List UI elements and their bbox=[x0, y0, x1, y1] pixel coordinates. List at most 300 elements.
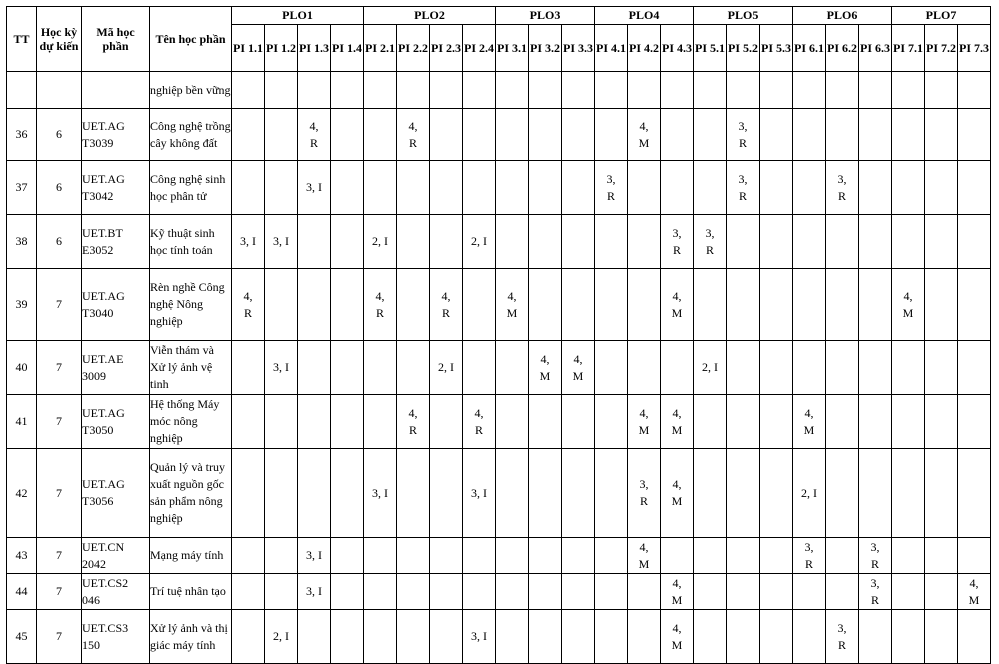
cell-pi-value bbox=[463, 215, 496, 269]
cell-pi-value bbox=[463, 341, 496, 395]
cell-pi-value bbox=[859, 72, 892, 109]
cell-pi-value bbox=[265, 72, 298, 109]
cell-pi-value bbox=[232, 610, 265, 664]
cell-pi-value-text: 4, R bbox=[309, 118, 319, 150]
cell-pi-value bbox=[595, 215, 628, 269]
cell-hoc-ky-text: 7 bbox=[56, 360, 62, 374]
cell-pi-value bbox=[859, 109, 892, 161]
cell-pi-value bbox=[760, 610, 793, 664]
cell-hoc-ky-text: 7 bbox=[56, 414, 62, 428]
cell-pi-value bbox=[892, 574, 925, 610]
header-plo-group: PLO7 bbox=[892, 7, 991, 25]
cell-pi-value bbox=[727, 574, 760, 610]
cell-hoc-ky-text: 7 bbox=[56, 548, 62, 562]
cell-pi-value-text: 3, R bbox=[606, 171, 616, 203]
header-pi: PI 1.2 bbox=[265, 25, 298, 72]
cell-pi-value bbox=[595, 610, 628, 664]
cell-pi-value bbox=[760, 449, 793, 538]
cell-pi-value bbox=[562, 341, 595, 395]
cell-pi-value-text: 4, M bbox=[902, 288, 914, 320]
cell-pi-value bbox=[364, 449, 397, 538]
cell-pi-value bbox=[496, 341, 529, 395]
cell-pi-value-text: 2, I bbox=[471, 234, 487, 248]
cell-pi-value bbox=[958, 109, 991, 161]
cell-hoc-ky bbox=[37, 574, 82, 610]
cell-ten-hoc-phan-text: Công nghệ sinh học phân tử bbox=[150, 171, 226, 203]
header-pi: PI 6.3 bbox=[859, 25, 892, 72]
cell-pi-value bbox=[958, 538, 991, 574]
cell-hoc-ky bbox=[37, 449, 82, 538]
cell-pi-value bbox=[397, 538, 430, 574]
table-row bbox=[7, 109, 991, 161]
cell-pi-value-text: 4, R bbox=[408, 118, 418, 150]
cell-ma-hoc-phan-text: UET.AG T3042 bbox=[82, 171, 125, 203]
cell-hoc-ky-text: 6 bbox=[56, 234, 62, 248]
cell-pi-value-text: 4, R bbox=[375, 288, 385, 320]
cell-pi-value bbox=[892, 449, 925, 538]
cell-hoc-ky bbox=[37, 161, 82, 215]
cell-pi-value bbox=[727, 72, 760, 109]
cell-pi-value-text: 4, M bbox=[539, 351, 551, 383]
cell-pi-value-text: 4, R bbox=[408, 405, 418, 437]
cell-pi-value bbox=[397, 341, 430, 395]
cell-pi-value bbox=[364, 109, 397, 161]
cell-ten-hoc-phan bbox=[150, 341, 232, 395]
cell-pi-value bbox=[793, 538, 826, 574]
cell-hoc-ky-text: 7 bbox=[56, 297, 62, 311]
cell-pi-value-text: 4, R bbox=[474, 405, 484, 437]
cell-pi-value-text: 3, R bbox=[804, 539, 814, 571]
header-plo-group: PLO5 bbox=[694, 7, 793, 25]
cell-pi-value bbox=[463, 538, 496, 574]
cell-pi-value bbox=[496, 72, 529, 109]
cell-ten-hoc-phan-text: Hệ thống Máy móc nông nghiệp bbox=[150, 397, 220, 445]
header-plo-group: PLO6 bbox=[793, 7, 892, 25]
cell-pi-value bbox=[892, 341, 925, 395]
cell-pi-value bbox=[925, 449, 958, 538]
cell-pi-value bbox=[331, 449, 364, 538]
cell-pi-value bbox=[496, 161, 529, 215]
cell-pi-value bbox=[265, 610, 298, 664]
cell-pi-value bbox=[430, 341, 463, 395]
cell-ten-hoc-phan bbox=[150, 395, 232, 449]
cell-pi-value bbox=[463, 574, 496, 610]
cell-pi-value bbox=[925, 109, 958, 161]
cell-pi-value bbox=[958, 574, 991, 610]
cell-pi-value bbox=[859, 538, 892, 574]
cell-pi-value-text: 3, I bbox=[273, 234, 289, 248]
cell-pi-value bbox=[628, 610, 661, 664]
cell-pi-value bbox=[727, 341, 760, 395]
cell-pi-value bbox=[859, 215, 892, 269]
cell-pi-value bbox=[298, 72, 331, 109]
cell-tt bbox=[7, 449, 37, 538]
header-ten-hoc-phan: Tên học phần bbox=[150, 7, 232, 72]
cell-pi-value bbox=[958, 449, 991, 538]
cell-pi-value-text: 3, R bbox=[837, 171, 847, 203]
cell-pi-value bbox=[892, 395, 925, 449]
cell-pi-value-text: 2, I bbox=[801, 485, 817, 500]
cell-pi-value bbox=[925, 269, 958, 341]
table-header bbox=[7, 7, 991, 72]
cell-pi-value bbox=[859, 395, 892, 449]
cell-pi-value bbox=[694, 341, 727, 395]
cell-pi-value-text: 2, I bbox=[438, 360, 454, 374]
cell-pi-value bbox=[430, 610, 463, 664]
cell-pi-value bbox=[892, 161, 925, 215]
header-pi: PI 7.1 bbox=[892, 25, 925, 72]
cell-pi-value bbox=[661, 109, 694, 161]
cell-ten-hoc-phan bbox=[150, 161, 232, 215]
cell-pi-value bbox=[826, 449, 859, 538]
cell-pi-value bbox=[628, 574, 661, 610]
header-plo-group: PLO1 bbox=[232, 7, 364, 25]
cell-pi-value bbox=[331, 610, 364, 664]
header-plo-group: PLO4 bbox=[595, 7, 694, 25]
header-pi: PI 1.3 bbox=[298, 25, 331, 72]
cell-ten-hoc-phan-text: Trí tuệ nhân tạo bbox=[150, 584, 226, 598]
cell-pi-value bbox=[331, 574, 364, 610]
cell-pi-value bbox=[727, 161, 760, 215]
cell-pi-value bbox=[892, 109, 925, 161]
cell-pi-value bbox=[826, 395, 859, 449]
cell-pi-value bbox=[727, 395, 760, 449]
cell-pi-value bbox=[364, 538, 397, 574]
cell-pi-value bbox=[562, 161, 595, 215]
cell-hoc-ky-text: 7 bbox=[56, 629, 62, 643]
cell-pi-value bbox=[265, 574, 298, 610]
cell-pi-value bbox=[595, 574, 628, 610]
cell-tt bbox=[7, 109, 37, 161]
cell-pi-value bbox=[562, 215, 595, 269]
cell-pi-value-text: 2, I bbox=[273, 629, 289, 643]
cell-pi-value bbox=[958, 161, 991, 215]
cell-pi-value bbox=[661, 538, 694, 574]
cell-ma-hoc-phan bbox=[82, 109, 150, 161]
cell-hoc-ky bbox=[37, 538, 82, 574]
cell-tt-text: 44 bbox=[15, 584, 28, 598]
cell-pi-value bbox=[298, 574, 331, 610]
cell-tt bbox=[7, 538, 37, 574]
cell-ma-hoc-phan bbox=[82, 538, 150, 574]
cell-pi-value bbox=[958, 395, 991, 449]
cell-pi-value bbox=[562, 538, 595, 574]
cell-ten-hoc-phan-text: Quản lý và truy xuất nguồn gốc sản phẩm nông nghiệp bbox=[150, 460, 225, 525]
cell-hoc-ky-text: 7 bbox=[56, 485, 62, 500]
cell-pi-value-text: 3, I bbox=[240, 234, 256, 248]
cell-pi-value bbox=[232, 449, 265, 538]
cell-pi-value-text: 4, M bbox=[638, 405, 650, 437]
cell-pi-value bbox=[628, 395, 661, 449]
header-pi: PI 5.2 bbox=[727, 25, 760, 72]
cell-pi-value bbox=[364, 72, 397, 109]
cell-pi-value bbox=[562, 574, 595, 610]
cell-pi-value bbox=[463, 449, 496, 538]
cell-pi-value bbox=[232, 72, 265, 109]
cell-pi-value bbox=[430, 161, 463, 215]
cell-pi-value bbox=[496, 449, 529, 538]
cell-tt-text: 39 bbox=[15, 297, 28, 311]
cell-pi-value bbox=[892, 538, 925, 574]
table-row bbox=[7, 341, 991, 395]
cell-pi-value bbox=[661, 161, 694, 215]
cell-ma-hoc-phan-text: UET.AG T3040 bbox=[82, 288, 125, 320]
cell-ma-hoc-phan bbox=[82, 610, 150, 664]
cell-pi-value bbox=[595, 109, 628, 161]
cell-pi-value bbox=[430, 109, 463, 161]
cell-pi-value bbox=[793, 610, 826, 664]
cell-tt bbox=[7, 341, 37, 395]
cell-ma-hoc-phan bbox=[82, 395, 150, 449]
cell-pi-value bbox=[529, 574, 562, 610]
cell-pi-value bbox=[331, 341, 364, 395]
cell-pi-value bbox=[958, 269, 991, 341]
cell-pi-value bbox=[529, 269, 562, 341]
cell-pi-value bbox=[727, 215, 760, 269]
cell-pi-value bbox=[232, 161, 265, 215]
cell-pi-value bbox=[463, 610, 496, 664]
cell-pi-value bbox=[496, 395, 529, 449]
cell-pi-value bbox=[595, 538, 628, 574]
cell-pi-value bbox=[859, 269, 892, 341]
table-row bbox=[7, 395, 991, 449]
cell-pi-value bbox=[298, 215, 331, 269]
cell-pi-value-text: 4, M bbox=[803, 405, 815, 437]
cell-pi-value bbox=[562, 395, 595, 449]
cell-pi-value-text: 4, M bbox=[671, 477, 683, 508]
cell-pi-value bbox=[925, 72, 958, 109]
cell-pi-value bbox=[331, 269, 364, 341]
cell-pi-value bbox=[925, 574, 958, 610]
cell-pi-value bbox=[628, 109, 661, 161]
table-row bbox=[7, 538, 991, 574]
cell-ma-hoc-phan-text: UET.BT E3052 bbox=[82, 225, 123, 257]
cell-ten-hoc-phan bbox=[150, 215, 232, 269]
cell-pi-value bbox=[529, 215, 562, 269]
cell-pi-value bbox=[298, 395, 331, 449]
cell-pi-value bbox=[430, 72, 463, 109]
cell-pi-value bbox=[628, 449, 661, 538]
cell-pi-value bbox=[694, 109, 727, 161]
cell-pi-value bbox=[793, 161, 826, 215]
cell-pi-value bbox=[430, 215, 463, 269]
cell-pi-value bbox=[694, 215, 727, 269]
cell-pi-value bbox=[892, 72, 925, 109]
cell-pi-value bbox=[397, 610, 430, 664]
cell-pi-value-text: 2, I bbox=[372, 234, 388, 248]
cell-hoc-ky bbox=[37, 341, 82, 395]
cell-pi-value bbox=[859, 449, 892, 538]
cell-pi-value-text: 4, M bbox=[968, 575, 980, 607]
cell-pi-value bbox=[463, 161, 496, 215]
cell-tt-text: 40 bbox=[15, 360, 28, 374]
cell-pi-value bbox=[529, 341, 562, 395]
cell-pi-value bbox=[529, 72, 562, 109]
cell-pi-value-text: 3, R bbox=[672, 225, 682, 257]
cell-tt bbox=[7, 161, 37, 215]
cell-pi-value bbox=[331, 109, 364, 161]
cell-pi-value bbox=[826, 574, 859, 610]
cell-pi-value bbox=[826, 341, 859, 395]
cell-ma-hoc-phan-text: UET.AG T3050 bbox=[82, 405, 125, 437]
cell-pi-value bbox=[925, 610, 958, 664]
cell-pi-value bbox=[232, 538, 265, 574]
cell-pi-value bbox=[232, 395, 265, 449]
cell-pi-value bbox=[595, 449, 628, 538]
cell-pi-value-text: 4, M bbox=[638, 118, 650, 150]
cell-pi-value bbox=[661, 610, 694, 664]
cell-pi-value bbox=[331, 215, 364, 269]
header-pi: PI 4.3 bbox=[661, 25, 694, 72]
cell-pi-value bbox=[595, 161, 628, 215]
cell-pi-value bbox=[265, 215, 298, 269]
cell-ten-hoc-phan-text: nghiệp bền vững bbox=[150, 82, 231, 97]
cell-pi-value bbox=[232, 574, 265, 610]
cell-pi-value bbox=[562, 269, 595, 341]
cell-pi-value bbox=[463, 269, 496, 341]
cell-pi-value bbox=[760, 574, 793, 610]
cell-ma-hoc-phan bbox=[82, 449, 150, 538]
cell-pi-value bbox=[694, 449, 727, 538]
cell-pi-value bbox=[694, 538, 727, 574]
cell-pi-value bbox=[694, 610, 727, 664]
cell-pi-value-text: 3, I bbox=[306, 180, 322, 194]
cell-pi-value bbox=[694, 72, 727, 109]
cell-pi-value bbox=[826, 161, 859, 215]
cell-pi-value bbox=[397, 109, 430, 161]
cell-pi-value bbox=[958, 610, 991, 664]
cell-tt bbox=[7, 395, 37, 449]
cell-pi-value bbox=[760, 109, 793, 161]
cell-pi-value bbox=[958, 72, 991, 109]
cell-pi-value-text: 3, R bbox=[738, 118, 748, 150]
cell-pi-value bbox=[661, 395, 694, 449]
cell-pi-value bbox=[760, 161, 793, 215]
cell-pi-value bbox=[331, 395, 364, 449]
cell-pi-value-text: 3, I bbox=[273, 360, 289, 374]
cell-ma-hoc-phan-text: UET.AE 3009 bbox=[82, 351, 124, 383]
table-row bbox=[7, 161, 991, 215]
cell-pi-value bbox=[562, 109, 595, 161]
cell-tt bbox=[7, 610, 37, 664]
cell-pi-value-text: 3, I bbox=[306, 584, 322, 598]
cell-pi-value bbox=[628, 538, 661, 574]
cell-pi-value bbox=[529, 610, 562, 664]
cell-ten-hoc-phan-text: Viễn thám và Xử lý ảnh vệ tinh bbox=[150, 343, 214, 391]
cell-pi-value bbox=[793, 269, 826, 341]
cell-tt bbox=[7, 72, 37, 109]
table-row bbox=[7, 610, 991, 664]
cell-pi-value bbox=[364, 395, 397, 449]
cell-pi-value bbox=[727, 610, 760, 664]
cell-pi-value-text: 4, R bbox=[441, 288, 451, 320]
cell-pi-value bbox=[661, 72, 694, 109]
cell-ten-hoc-phan bbox=[150, 610, 232, 664]
cell-hoc-ky bbox=[37, 269, 82, 341]
cell-tt bbox=[7, 215, 37, 269]
cell-pi-value bbox=[661, 449, 694, 538]
cell-ma-hoc-phan-text: UET.AG T3039 bbox=[82, 118, 125, 150]
header-plo-group: PLO2 bbox=[364, 7, 496, 25]
cell-pi-value bbox=[562, 449, 595, 538]
cell-hoc-ky-text: 6 bbox=[56, 180, 62, 194]
header-pi: PI 2.1 bbox=[364, 25, 397, 72]
plo-matrix-table bbox=[6, 6, 991, 664]
cell-pi-value bbox=[595, 395, 628, 449]
cell-pi-value bbox=[727, 109, 760, 161]
cell-pi-value bbox=[628, 341, 661, 395]
cell-pi-value-text: 4, M bbox=[671, 620, 683, 652]
cell-pi-value bbox=[331, 161, 364, 215]
header-pi: PI 1.4 bbox=[331, 25, 364, 72]
cell-pi-value bbox=[595, 269, 628, 341]
cell-pi-value bbox=[232, 215, 265, 269]
cell-ma-hoc-phan bbox=[82, 341, 150, 395]
cell-pi-value bbox=[892, 610, 925, 664]
header-pi: PI 5.1 bbox=[694, 25, 727, 72]
cell-pi-value bbox=[925, 395, 958, 449]
cell-pi-value bbox=[331, 72, 364, 109]
cell-pi-value bbox=[430, 395, 463, 449]
cell-pi-value-text: 3, R bbox=[870, 539, 880, 571]
header-pi: PI 3.2 bbox=[529, 25, 562, 72]
cell-pi-value bbox=[430, 538, 463, 574]
cell-ma-hoc-phan bbox=[82, 215, 150, 269]
table-body bbox=[7, 72, 991, 664]
cell-pi-value bbox=[760, 269, 793, 341]
cell-pi-value-text: 4, M bbox=[671, 405, 683, 437]
cell-pi-value bbox=[760, 215, 793, 269]
cell-pi-value bbox=[958, 341, 991, 395]
cell-ten-hoc-phan-text: Xử lý ảnh và thị giác máy tính bbox=[150, 620, 228, 652]
cell-pi-value bbox=[463, 395, 496, 449]
cell-pi-value bbox=[859, 341, 892, 395]
cell-ten-hoc-phan bbox=[150, 72, 232, 109]
cell-pi-value bbox=[331, 538, 364, 574]
table-row bbox=[7, 574, 991, 610]
cell-ten-hoc-phan bbox=[150, 574, 232, 610]
cell-pi-value bbox=[826, 215, 859, 269]
cell-pi-value bbox=[298, 341, 331, 395]
cell-ten-hoc-phan-text: Kỹ thuật sinh học tính toán bbox=[150, 225, 215, 257]
cell-pi-value bbox=[265, 538, 298, 574]
cell-ma-hoc-phan-text: UET.AG T3056 bbox=[82, 477, 125, 508]
cell-pi-value bbox=[364, 574, 397, 610]
cell-pi-value bbox=[430, 449, 463, 538]
cell-pi-value-text: 4, M bbox=[638, 539, 650, 571]
cell-pi-value bbox=[298, 610, 331, 664]
header-pi: PI 1.1 bbox=[232, 25, 265, 72]
cell-hoc-ky bbox=[37, 215, 82, 269]
cell-pi-value bbox=[562, 72, 595, 109]
header-pi: PI 3.1 bbox=[496, 25, 529, 72]
cell-pi-value-text: 3, R bbox=[639, 477, 649, 508]
cell-pi-value-text: 3, R bbox=[837, 620, 847, 652]
cell-pi-value bbox=[265, 341, 298, 395]
cell-pi-value-text: 3, R bbox=[870, 575, 880, 607]
cell-ma-hoc-phan-text: UET.CN 2042 bbox=[82, 539, 125, 571]
cell-tt-text: 43 bbox=[15, 548, 28, 562]
cell-pi-value bbox=[463, 109, 496, 161]
cell-pi-value bbox=[298, 109, 331, 161]
cell-hoc-ky-text: 7 bbox=[56, 584, 62, 598]
cell-pi-value bbox=[925, 538, 958, 574]
cell-pi-value bbox=[364, 269, 397, 341]
cell-ten-hoc-phan bbox=[150, 109, 232, 161]
cell-hoc-ky-text: 6 bbox=[56, 127, 62, 141]
cell-pi-value-text: 3, I bbox=[471, 629, 487, 643]
cell-pi-value bbox=[826, 610, 859, 664]
